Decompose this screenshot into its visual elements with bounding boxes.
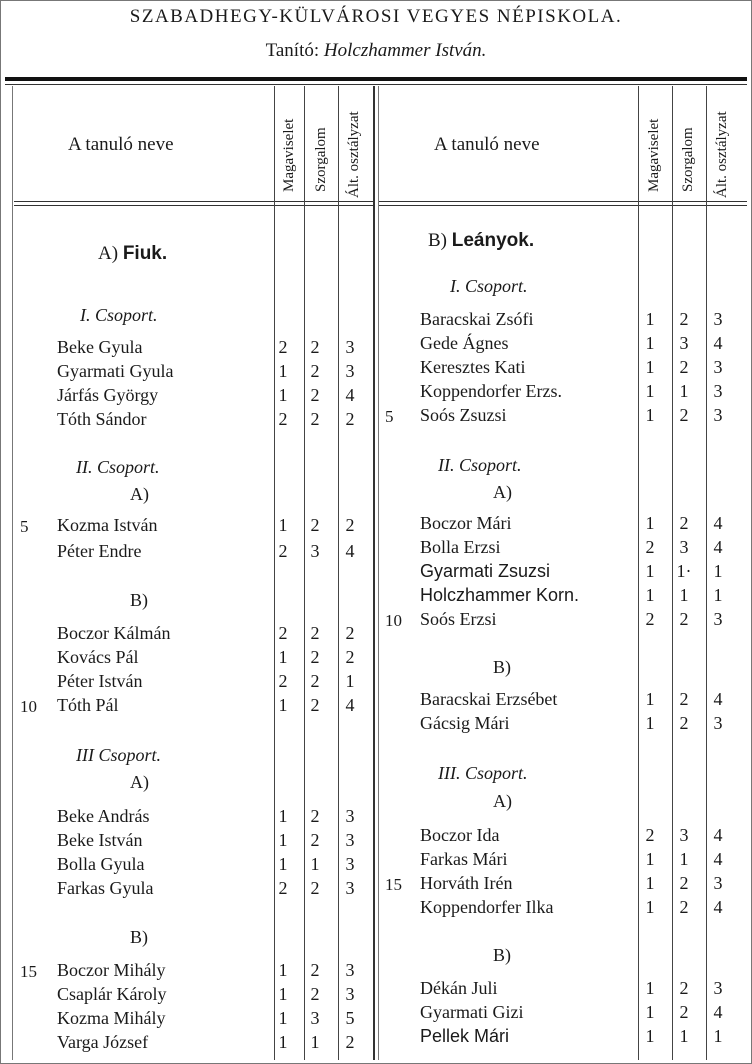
grade-diligence: 3 xyxy=(679,333,689,353)
grade-conduct: 2 xyxy=(278,623,288,643)
grade-conduct: 1 xyxy=(645,873,655,893)
grade-diligence: 2 xyxy=(679,309,689,329)
grade-overall: 3 xyxy=(713,405,723,425)
group-label: II. Csoport. xyxy=(76,457,160,477)
grade-conduct: 1 xyxy=(645,849,655,869)
student-name: Keresztes Kati xyxy=(420,357,526,377)
grade-conduct: 1 xyxy=(645,357,655,377)
grade-diligence: 1 xyxy=(310,854,320,874)
column-header-name: A tanuló neve xyxy=(68,134,174,155)
subgroup-label: B) xyxy=(130,590,148,610)
grade-conduct: 1 xyxy=(645,1002,655,1022)
grade-diligence: 2 xyxy=(679,873,689,893)
column-line xyxy=(304,86,305,1060)
section-prefix: A) xyxy=(98,243,119,264)
column-line xyxy=(378,86,379,1060)
grade-diligence: 1 xyxy=(310,1032,320,1052)
grade-conduct: 1 xyxy=(278,854,288,874)
grade-conduct: 1 xyxy=(278,361,288,381)
grade-diligence: 1 xyxy=(679,1026,689,1046)
grade-diligence: 2 xyxy=(310,337,320,357)
grade-conduct: 1 xyxy=(278,830,288,850)
group-label: II. Csoport. xyxy=(438,455,522,475)
grade-overall: 3 xyxy=(345,830,355,850)
grade-diligence: 3 xyxy=(679,825,689,845)
subgroup-label: B) xyxy=(130,927,148,947)
grade-overall: 1 xyxy=(713,1026,723,1046)
grade-diligence: 3 xyxy=(679,537,689,557)
header-bottom-rule-left xyxy=(14,201,374,202)
student-name: Tóth Sándor xyxy=(57,409,147,429)
grade-conduct: 1 xyxy=(278,515,288,535)
column-header-diligence: Szorgalom xyxy=(313,127,329,192)
grade-overall: 4 xyxy=(713,825,723,845)
grade-conduct: 1 xyxy=(645,897,655,917)
section-title: Fiuk. xyxy=(122,243,168,264)
header-bottom-rule-left-2 xyxy=(14,205,374,206)
grade-diligence: 2 xyxy=(679,713,689,733)
grade-diligence: 2 xyxy=(679,513,689,533)
grade-overall: 4 xyxy=(345,541,355,561)
student-name: Koppendorfer Ilka xyxy=(420,897,554,917)
subgroup-label: A) xyxy=(493,482,512,502)
grade-diligence: 2 xyxy=(310,830,320,850)
grade-overall: 3 xyxy=(345,337,355,357)
grade-conduct: 1 xyxy=(645,1026,655,1046)
row-number: 15 xyxy=(20,962,37,981)
column-line xyxy=(274,86,275,1060)
grade-overall: 4 xyxy=(713,849,723,869)
grade-conduct: 1 xyxy=(645,381,655,401)
grade-overall: 3 xyxy=(345,984,355,1004)
grade-overall: 4 xyxy=(713,513,723,533)
grade-diligence: 2 xyxy=(679,405,689,425)
student-name: Beke István xyxy=(57,830,143,850)
grade-diligence: 2 xyxy=(679,357,689,377)
grade-conduct: 1 xyxy=(278,1032,288,1052)
grade-overall: 3 xyxy=(713,713,723,733)
grade-overall: 3 xyxy=(713,309,723,329)
grade-conduct: 1 xyxy=(645,585,655,605)
group-label: III. Csoport. xyxy=(438,763,528,783)
student-name: Holczhammer Korn. xyxy=(420,585,580,605)
column-line-center xyxy=(373,86,375,1060)
grade-overall: 4 xyxy=(713,1002,723,1022)
student-name: Koppendorfer Erzs. xyxy=(420,381,562,401)
teacher-name: Holczhammer István. xyxy=(323,40,487,61)
student-name: Bolla Gyula xyxy=(57,854,145,874)
group-label: I. Csoport. xyxy=(450,276,528,296)
grade-overall: 4 xyxy=(713,689,723,709)
column-header-overall: Ált. osztályzat xyxy=(346,111,362,198)
grade-diligence: 2 xyxy=(310,409,320,429)
section-heading-girls xyxy=(428,230,534,252)
teacher-label: Tanító: xyxy=(265,40,320,61)
column-header-overall: Ált. osztályzat xyxy=(714,111,730,198)
grade-overall: 4 xyxy=(713,537,723,557)
column-line xyxy=(12,86,13,1060)
grade-diligence: 2 xyxy=(310,361,320,381)
grade-overall: 1 xyxy=(713,585,723,605)
grade-overall: 2 xyxy=(345,647,355,667)
grade-overall: 3 xyxy=(713,609,723,629)
student-name: Beke Gyula xyxy=(57,337,143,357)
student-name: Baracskai Zsófi xyxy=(420,309,534,329)
grade-conduct: 2 xyxy=(278,878,288,898)
student-name: Soós Erzsi xyxy=(420,609,497,629)
row-number: 5 xyxy=(385,407,394,426)
grade-diligence: 2 xyxy=(679,1002,689,1022)
grade-overall: 3 xyxy=(345,806,355,826)
grade-conduct: 1 xyxy=(645,561,655,581)
grade-diligence: 2 xyxy=(310,806,320,826)
column-line xyxy=(338,86,339,1060)
student-name: Soós Zsuzsi xyxy=(420,405,507,425)
school-title: SZABADHEGY-KÜLVÁROSI VEGYES NÉPISKOLA. xyxy=(129,6,623,27)
grade-conduct: 1 xyxy=(278,695,288,715)
student-name: Beke András xyxy=(57,806,150,826)
grade-diligence: 2 xyxy=(310,695,320,715)
grade-diligence: 2 xyxy=(310,385,320,405)
student-name: Péter István xyxy=(57,671,143,691)
grade-conduct: 1 xyxy=(278,806,288,826)
grade-conduct: 1 xyxy=(645,309,655,329)
grade-overall: 3 xyxy=(345,854,355,874)
grade-conduct: 1 xyxy=(645,513,655,533)
grade-diligence: 2 xyxy=(679,897,689,917)
column-line xyxy=(706,86,707,1060)
grade-overall: 4 xyxy=(345,385,355,405)
grade-overall: 3 xyxy=(345,878,355,898)
subgroup-label: A) xyxy=(493,791,512,811)
grade-diligence: 2 xyxy=(310,878,320,898)
subgroup-label: A) xyxy=(130,484,149,504)
grade-conduct: 1 xyxy=(278,1008,288,1028)
column-header-name: A tanuló neve xyxy=(434,134,540,155)
grade-overall: 4 xyxy=(345,695,355,715)
student-name: Farkas Gyula xyxy=(57,878,154,898)
grade-conduct: 1 xyxy=(645,978,655,998)
grade-diligence: 2 xyxy=(679,978,689,998)
grade-overall: 4 xyxy=(713,897,723,917)
student-name: Boczor Mihály xyxy=(57,960,166,980)
grade-diligence: 3 xyxy=(310,541,320,561)
grade-overall: 2 xyxy=(345,409,355,429)
grade-conduct: 1 xyxy=(645,689,655,709)
grade-overall: 3 xyxy=(345,361,355,381)
grade-diligence: 2 xyxy=(679,609,689,629)
student-name: Baracskai Erzsébet xyxy=(420,689,558,709)
student-name: Gyarmati Gyula xyxy=(57,361,174,381)
grade-conduct: 1 xyxy=(278,647,288,667)
grade-conduct: 1 xyxy=(278,385,288,405)
grade-diligence: 2 xyxy=(310,984,320,1004)
grade-overall: 3 xyxy=(713,381,723,401)
grade-diligence: 2 xyxy=(310,623,320,643)
student-name: Boczor Kálmán xyxy=(57,623,171,643)
student-name: Varga József xyxy=(57,1032,149,1052)
subgroup-label: B) xyxy=(493,657,511,677)
group-label: III Csoport. xyxy=(76,745,161,765)
grade-diligence: 2 xyxy=(310,671,320,691)
grade-diligence: 1 xyxy=(679,849,689,869)
teacher-line xyxy=(0,40,752,62)
grade-conduct: 2 xyxy=(645,609,655,629)
student-name: Kovács Pál xyxy=(57,647,139,667)
student-name: Pellek Mári xyxy=(420,1026,510,1046)
grade-overall: 5 xyxy=(345,1008,355,1028)
grade-diligence: 2 xyxy=(679,689,689,709)
row-number: 10 xyxy=(385,611,402,630)
grade-overall: 3 xyxy=(713,978,723,998)
grade-overall: 3 xyxy=(713,873,723,893)
grade-conduct: 2 xyxy=(278,671,288,691)
section-prefix: B) xyxy=(428,230,447,251)
grade-diligence: 2 xyxy=(310,960,320,980)
group-label: I. Csoport. xyxy=(80,305,158,325)
section-heading-boys xyxy=(98,243,167,265)
grade-conduct: 2 xyxy=(278,409,288,429)
student-name: Boczor Ida xyxy=(420,825,500,845)
grade-diligence: 2 xyxy=(310,647,320,667)
header-rule-thin xyxy=(5,84,747,85)
grade-overall: 1 xyxy=(713,561,723,581)
grade-diligence: 1 xyxy=(679,381,689,401)
student-name: Gede Ágnes xyxy=(420,333,509,353)
grade-conduct: 2 xyxy=(645,825,655,845)
grade-diligence: 1· xyxy=(676,561,692,581)
grade-diligence: 2 xyxy=(310,515,320,535)
grade-conduct: 1 xyxy=(645,333,655,353)
student-name: Bolla Erzsi xyxy=(420,537,501,557)
row-number: 5 xyxy=(20,517,29,536)
grade-overall: 1 xyxy=(345,671,355,691)
student-name: Gyarmati Gizi xyxy=(420,1002,524,1022)
grade-diligence: 3 xyxy=(310,1008,320,1028)
column-header-conduct: Magaviselet xyxy=(646,118,662,192)
student-name: Gácsig Mári xyxy=(420,713,510,733)
subgroup-label: B) xyxy=(493,945,511,965)
header-rule-thick xyxy=(5,77,747,81)
section-title: Leányok. xyxy=(451,230,535,251)
row-number: 10 xyxy=(20,697,37,716)
student-name: Csaplár Károly xyxy=(57,984,167,1004)
column-line xyxy=(672,86,673,1060)
grade-overall: 3 xyxy=(713,357,723,377)
grade-overall: 2 xyxy=(345,623,355,643)
student-name: Péter Endre xyxy=(57,541,142,561)
grade-diligence: 1 xyxy=(679,585,689,605)
header-bottom-rule-right-2 xyxy=(378,205,747,206)
grade-overall: 2 xyxy=(345,515,355,535)
grade-conduct: 2 xyxy=(645,537,655,557)
grade-conduct: 1 xyxy=(278,984,288,1004)
student-name: Kozma István xyxy=(57,515,158,535)
student-name: Gyarmati Zsuzsi xyxy=(420,561,551,581)
student-name: Boczor Mári xyxy=(420,513,512,533)
grade-conduct: 2 xyxy=(278,541,288,561)
student-name: Tóth Pál xyxy=(57,695,119,715)
grade-conduct: 1 xyxy=(645,405,655,425)
column-line xyxy=(638,86,639,1060)
grade-overall: 4 xyxy=(713,333,723,353)
grade-conduct: 1 xyxy=(278,960,288,980)
row-number: 15 xyxy=(385,875,402,894)
grade-conduct: 1 xyxy=(645,713,655,733)
student-name: Horváth Irén xyxy=(420,873,513,893)
subgroup-label: A) xyxy=(130,772,149,792)
header-bottom-rule-right xyxy=(378,201,747,202)
column-header-conduct: Magaviselet xyxy=(281,118,297,192)
grade-conduct: 2 xyxy=(278,337,288,357)
grade-overall: 2 xyxy=(345,1032,355,1052)
column-header-diligence: Szorgalom xyxy=(680,127,696,192)
student-name: Dékán Juli xyxy=(420,978,498,998)
student-name: Farkas Mári xyxy=(420,849,508,869)
student-name: Kozma Mihály xyxy=(57,1008,166,1028)
student-name: Járfás György xyxy=(57,385,159,405)
grade-overall: 3 xyxy=(345,960,355,980)
